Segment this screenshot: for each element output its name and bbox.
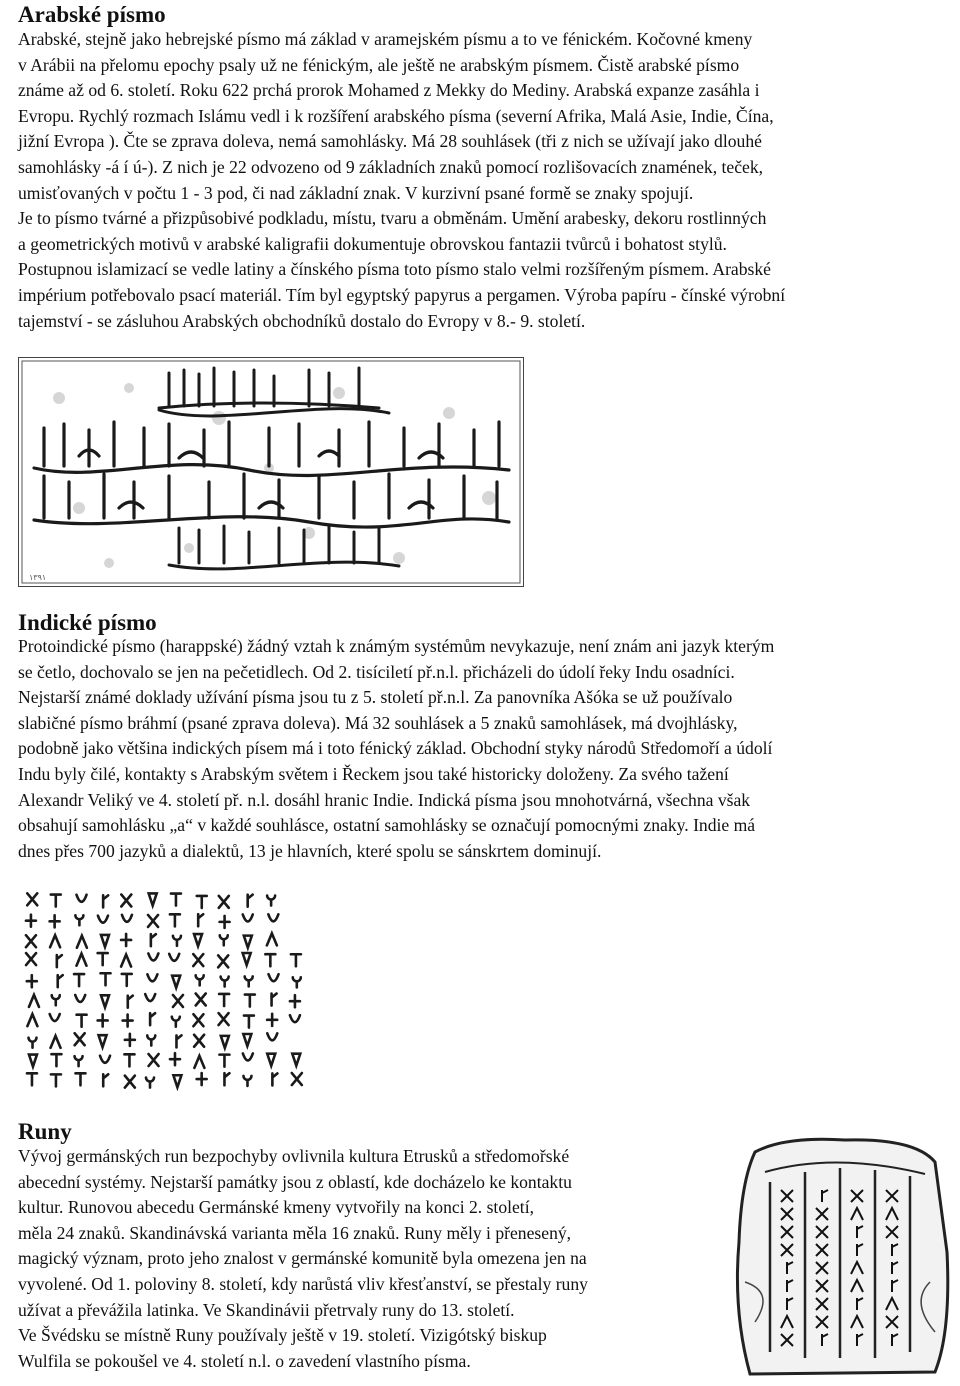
brahmi-glyph — [29, 995, 39, 1007]
text-line: užívat a převážila latinka. Ve Skandinávii přetrvaly runy do 13. století. — [18, 1299, 515, 1320]
brahmi-glyph — [75, 1073, 85, 1085]
brahmi-glyph — [193, 954, 203, 966]
brahmi-glyph — [198, 914, 203, 926]
brahmi-glyph — [149, 1054, 159, 1066]
brahmi-glyph — [292, 1054, 300, 1066]
brahmi-glyph — [243, 1076, 251, 1086]
brahmi-glyph — [77, 1015, 87, 1027]
brahmi-glyph — [219, 896, 229, 908]
text-line: Wulfila se pokoušel ve 4. století n.l. o zavedení vlastního písma. — [18, 1350, 471, 1371]
brahmi-glyph — [77, 895, 87, 902]
brahmi-glyph — [29, 1038, 37, 1048]
brahmi-glyph — [101, 995, 109, 1007]
text-line: samohlásky -á í ú-). Z nich je 22 odvozeno od 9 základních znaků pomocí rozlišovacích znamének, teček, — [18, 156, 764, 177]
brahmi-glyph — [197, 896, 207, 908]
brahmi-glyph — [173, 995, 183, 1007]
brahmi-glyph — [57, 955, 62, 967]
brahmi-glyph — [51, 1054, 61, 1066]
brahmi-glyph — [196, 975, 204, 985]
brahmi-glyph — [99, 1035, 107, 1047]
brahmi-glyph — [122, 915, 132, 922]
brahmi-glyph — [245, 995, 255, 1007]
brahmi-glyph — [173, 1075, 181, 1087]
runes-heading: Runy — [18, 1119, 72, 1144]
text-line: kultur. Runovou abecedu Germánské kmeny vytvořily na konci 2. století, — [18, 1197, 534, 1218]
brahmi-glyph — [122, 974, 132, 986]
brahmi-glyph — [75, 915, 83, 925]
brahmi-glyph — [125, 1076, 135, 1088]
brahmi-glyph — [148, 915, 158, 927]
text-line: podobně jako většina indických písem má i toto fénický základ. Obchodní styky národů Středomoří a údolí — [18, 738, 773, 759]
brahmi-glyph — [169, 954, 179, 961]
brahmi-glyph — [248, 895, 253, 907]
brahmi-glyph — [220, 916, 230, 928]
brahmi-glyph — [170, 914, 180, 926]
text-line: dnes přes 700 jazyků a dialektů, 13 je hlavních, které spolu se sánskrtem dominují. — [18, 840, 602, 861]
brahmi-glyph — [267, 896, 275, 906]
brahmi-glyph — [219, 1055, 229, 1067]
brahmi-glyph — [245, 976, 253, 986]
brahmi-glyph — [265, 954, 275, 966]
brahmi-glyph — [27, 1073, 37, 1085]
brahmi-glyph — [290, 995, 300, 1007]
brahmi-glyph — [291, 954, 301, 966]
text-line: slabičné písmo bráhmí (psané zprava doleva). Má 32 souhlásek a 5 znaků samohlásek, má dvojhlásky, — [18, 712, 738, 733]
brahmi-glyph — [148, 953, 158, 960]
brahmi-glyph — [194, 1056, 204, 1068]
text-line: známe až od 6. století. Roku 622 prchá prorok Mohamed z Mekky do Mediny. Arabská expanze zasáhla i — [18, 80, 760, 101]
brahmi-glyph — [125, 1034, 135, 1046]
brahmi-glyph — [145, 994, 155, 1001]
brahmi-glyph — [27, 975, 37, 987]
brahmi-glyph — [26, 915, 36, 927]
brahmi-glyph — [172, 976, 180, 988]
text-line: měla 24 znaků. Skandinávská varianta měla 16 znaků. Runy měly i přenesený, — [18, 1222, 572, 1243]
brahmi-glyph — [197, 1073, 207, 1085]
brahmi-glyph — [221, 976, 229, 986]
text-line: v Arábii na přelomu epochy psaly už ne fénickým, ale ještě ne arabským písmem. Čistě arabské písmo — [18, 54, 740, 75]
text-line: jižní Evropa ). Čte se zprava doleva, nemá samohlásky. Má 28 souhlásek (tři z nich se užívají jako dlouhé — [18, 131, 762, 152]
brahmi-glyph — [51, 1036, 61, 1048]
brahmi-glyph — [101, 973, 111, 985]
runestone-drawing — [725, 1132, 957, 1380]
brahmi-glyph — [51, 895, 61, 907]
brahmi-glyph — [51, 1074, 61, 1086]
arabic-calligraphy-image — [18, 357, 524, 587]
brahmi-glyph — [146, 1078, 154, 1088]
brahmi-glyph — [101, 935, 109, 947]
brahmi-glyph — [121, 955, 131, 967]
brahmi-glyph — [194, 934, 202, 946]
brahmi-glyph — [147, 1035, 155, 1045]
brahmi-glyph — [268, 914, 278, 921]
brahmi-glyph — [267, 1054, 275, 1066]
brahmi-glyph — [52, 995, 60, 1005]
brahmi-glyph — [172, 1017, 180, 1027]
text-line: Indu byly čilé, kontakty s Arabským světem i Řeckem jsou také historicky doloženy. Za svého tažení — [18, 763, 729, 784]
brahmi-glyph — [98, 916, 108, 923]
text-line: impérium potřebovalo psací materiál. Tím byl egyptský papyrus a pergamen. Výroba papíru - čínské výrobní — [18, 284, 786, 305]
brahmi-glyph — [292, 1073, 302, 1085]
brahmi-glyph — [243, 953, 251, 965]
brahmi-glyph — [77, 936, 87, 948]
brahmi-glyph — [121, 934, 131, 946]
brahmi-glyph — [128, 996, 133, 1008]
brahmi-glyph — [50, 1014, 60, 1021]
brahmi-glyph — [176, 1035, 181, 1047]
brahmi-glyph — [98, 1014, 108, 1026]
brahmi-glyph — [220, 935, 228, 945]
brahmi-glyphs — [18, 885, 310, 1091]
brahmi-glyph — [58, 975, 63, 987]
brahmi-glyph — [75, 1056, 83, 1066]
text-line: vyvolené. Od 1. poloviny 8. století, kdy narůstá vliv křesťanství, se přestaly runy — [18, 1273, 588, 1294]
brahmi-glyph — [98, 953, 108, 965]
brahmi-glyph — [26, 935, 36, 947]
brahmi-glyph — [243, 914, 253, 921]
brahmi-glyph — [218, 955, 228, 967]
text-line: Arabské, stejně jako hebrejské písmo má základ v aramejském písmu a to ve fénickém. Kočovné kmeny — [18, 29, 753, 49]
text-line: Je to písmo tvárné a přizpůsobivé podkladu, místu, tvaru a obměnám. Umění arabesky, dekoru rostlinných — [18, 208, 767, 229]
text-line: Vývoj germánských run bezpochyby ovlivnila kultura Etrusků a středomořské — [18, 1146, 570, 1166]
brahmi-glyph — [151, 934, 156, 946]
runestone-image — [725, 1132, 957, 1380]
text-line: Alexandr Veliký ve 4. století př. n.l. dosáhl hranic Indie. Indická písma jsou mnohotvárná, všechna však — [18, 789, 751, 810]
text-line: Postupnou islamizací se vedle latiny a čínského písma toto písmo stalo velmi rozšířeným písmem. Arabské — [18, 259, 771, 280]
text-line: Nejstarší známé doklady užívání písma jsou tu z 5. století př.n.l. Za panovníka Ašóka se už používalo — [18, 687, 733, 708]
brahmi-glyph — [121, 894, 131, 906]
brahmi-glyph — [103, 1074, 108, 1086]
brahmi-glyph — [290, 1015, 300, 1022]
runes-paragraph — [18, 1144, 738, 1374]
brahmi-glyph — [193, 1014, 203, 1026]
indic-paragraph — [18, 634, 960, 864]
text-line: umisťovaných v počtu 1 - 3 pod, či nad základní znak. V kurzivní psané formě se znaky spojují. — [18, 182, 694, 203]
brahmi-glyph — [124, 1054, 134, 1066]
arabic-paragraph — [18, 27, 960, 334]
indic-heading: Indické písmo — [18, 610, 157, 635]
brahmi-glyph — [244, 1016, 254, 1028]
brahmi-glyph — [74, 974, 84, 986]
brahmi-glyph — [147, 974, 157, 981]
brahmi-glyph — [221, 1036, 229, 1048]
brahmi-glyph — [224, 1073, 229, 1085]
brahmi-glyph — [103, 895, 108, 907]
brahmi-glyph — [27, 1014, 37, 1026]
svg-text:۱۳۹۱: ۱۳۹۱ — [29, 573, 47, 582]
brahmi-script-image — [18, 885, 310, 1091]
brahmi-glyph — [267, 1033, 277, 1040]
brahmi-glyph — [50, 935, 60, 947]
brahmi-glyph — [149, 893, 157, 905]
brahmi-glyph — [171, 894, 181, 906]
text-line: Evropu. Rychlý rozmach Islámu vedl i k rozšíření arabského písma (severní Afrika, Malá Asie, Indie, Čína, — [18, 105, 774, 126]
brahmi-glyph — [27, 893, 37, 905]
brahmi-glyph — [170, 1053, 180, 1065]
brahmi-glyph — [150, 1013, 155, 1025]
brahmi-glyph — [196, 994, 206, 1006]
brahmi-glyph — [269, 974, 279, 981]
brahmi-glyph — [123, 1015, 133, 1027]
brahmi-glyph — [272, 1073, 277, 1085]
text-line: Protoindické písmo (harappské) žádný vztah k známým systémům nevykazuje, není znám ani jazyk kterým — [18, 636, 775, 656]
brahmi-glyph — [267, 933, 277, 945]
brahmi-glyph — [100, 1056, 110, 1063]
brahmi-glyph — [243, 1053, 253, 1060]
text-line: Ve Švédsku se místně Runy používaly ještě v 19. století. Vizigótský biskup — [18, 1325, 547, 1346]
brahmi-glyph — [194, 1035, 204, 1047]
brahmi-glyph — [29, 1055, 37, 1067]
text-line: tajemství - se zásluhou Arabských obchodníků dostalo do Evropy v 8.- 9. století. — [18, 310, 586, 331]
brahmi-glyph — [173, 936, 181, 946]
calligraphy-drawing — [19, 358, 523, 586]
brahmi-glyph — [50, 915, 60, 927]
brahmi-glyph — [293, 977, 301, 987]
brahmi-glyph — [26, 953, 36, 965]
brahmi-glyph — [267, 1014, 277, 1026]
brahmi-glyph — [243, 1034, 251, 1046]
text-line: abecední systémy. Nejstarší památky jsou z oblastí, kde docházelo ke kontaktu — [18, 1171, 572, 1192]
brahmi-glyph — [76, 954, 86, 966]
text-line: a geometrických motivů v arabské kaligrafii dokumentuje obrovskou fantazii tvůrců i bohatost stylů. — [18, 233, 727, 254]
arabic-heading: Arabské písmo — [18, 2, 166, 27]
brahmi-glyph — [219, 994, 229, 1006]
brahmi-glyph — [272, 994, 277, 1006]
text-line: se četlo, dochovalo se jen na pečetidlech. Od 2. tisíciletí př.n.l. přicházeli do údolí řeky Indu osadníci. — [18, 661, 735, 682]
text-line: obsahují samohlásku „a“ v každé souhlásce, ostatní samohlásky se označují pomocnými znaky. Indie má — [18, 815, 756, 836]
brahmi-glyph — [244, 936, 252, 948]
brahmi-glyph — [75, 1033, 85, 1045]
brahmi-glyph — [219, 1013, 229, 1025]
text-line: magický význam, proto jeho znalost v germánské komunitě byla omezena jen na — [18, 1248, 587, 1269]
brahmi-glyph — [75, 995, 85, 1002]
